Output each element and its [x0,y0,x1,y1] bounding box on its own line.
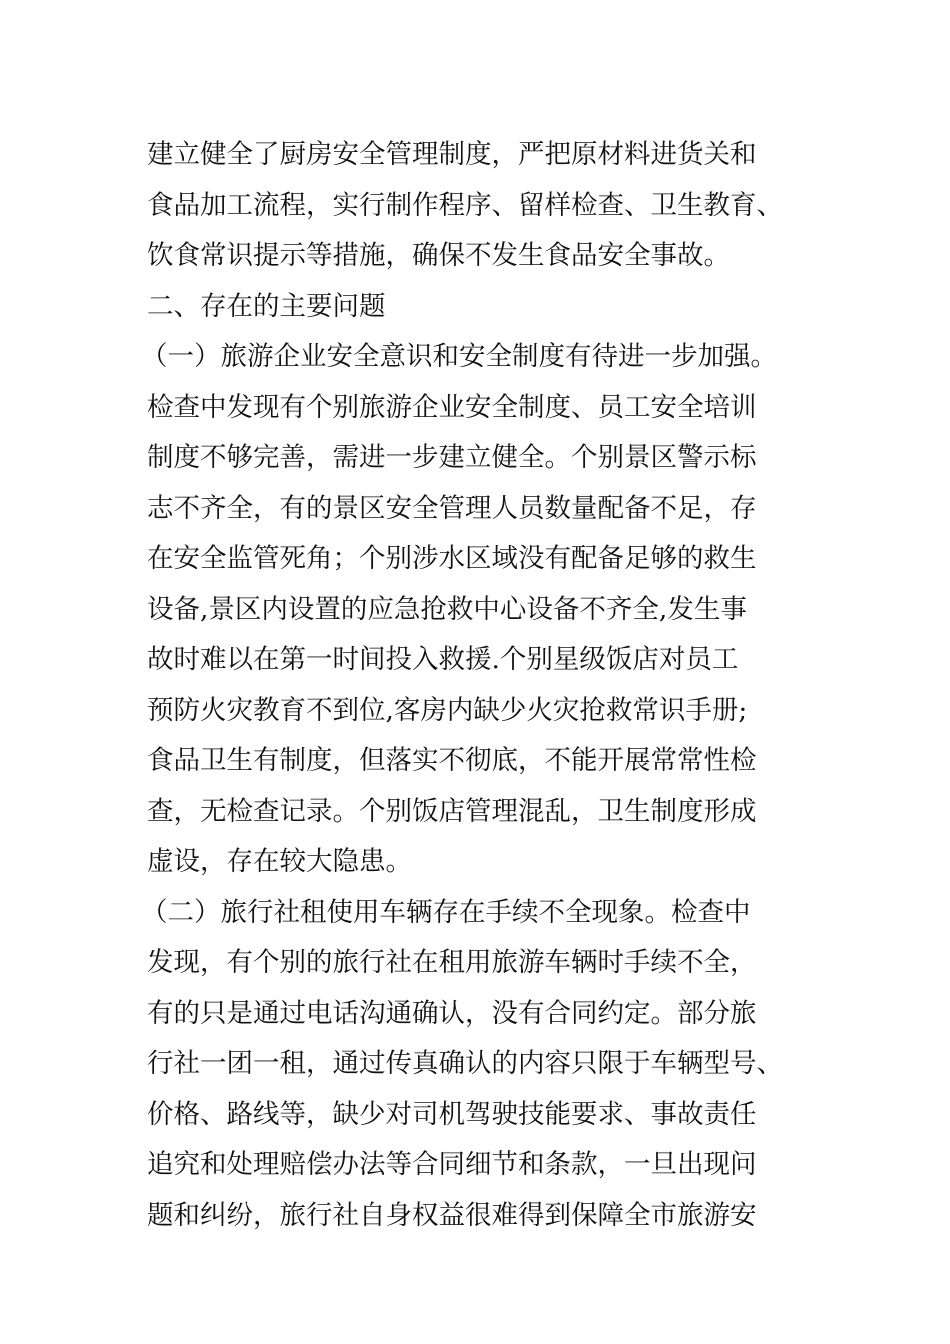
text-line: 预防火灾教育不到位,客房内缺少火灾抢救常识手册; [147,694,748,726]
text-line: 在安全监管死角；个别涉水区域没有配备足够的救生 [147,543,757,574]
text-line: 追究和处理赔偿办法等合同细节和条款，一旦出现问 [147,1149,757,1180]
document-body [141,130,847,1241]
subsection-heading: （二）旅行社租使用车辆存在手续不全现象。检查中 [141,896,751,928]
text-line: 有的只是通过电话沟通确认，没有合同约定。部分旅 [147,997,757,1029]
section-heading: 二、存在的主要问题 [147,290,386,322]
text-line: 检查中发现有个别旅游企业安全制度、员工安全培训 [147,391,757,423]
text-line: 食品卫生有制度，但落实不彻底，不能开展常常性检 [147,745,757,776]
subsection-heading: （一）旅游企业安全意识和安全制度有待进一步加强。 [141,341,777,372]
text-line: 制度不够完善，需进一步建立健全。个别景区警示标 [147,442,757,473]
text-line: 价格、路线等，缺少对司机驾驶技能要求、事故责任 [147,1098,757,1130]
text-line: 故时难以在第一时间投入救援.个别星级饭店对员工 [147,644,739,675]
text-line: 食品加工流程，实行制作程序、留样检查、卫生教育、 [147,189,783,221]
text-line: 建立健全了厨房安全管理制度，严把原材料进货关和 [147,139,757,170]
text-line: 行社一团一租，通过传真确认的内容只限于车辆型号、 [147,1048,783,1079]
text-line: 查，无检查记录。个别饭店管理混乱，卫生制度形成 [147,795,757,827]
text-line: 设备,景区内设置的应急抢救中心设备不齐全,发生事 [147,593,747,625]
text-line: 饮食常识提示等措施，确保不发生食品安全事故。 [147,240,730,271]
text-line: 发现，有个别的旅行社在租用旅游车辆时手续不全， [147,947,757,978]
text-line: 虚设，存在较大隐患。 [147,846,412,877]
text-line: 题和纠纷，旅行社自身权益很难得到保障全市旅游安 [147,1199,757,1231]
text-line: 志不齐全，有的景区安全管理人员数量配备不足，存 [147,492,757,524]
